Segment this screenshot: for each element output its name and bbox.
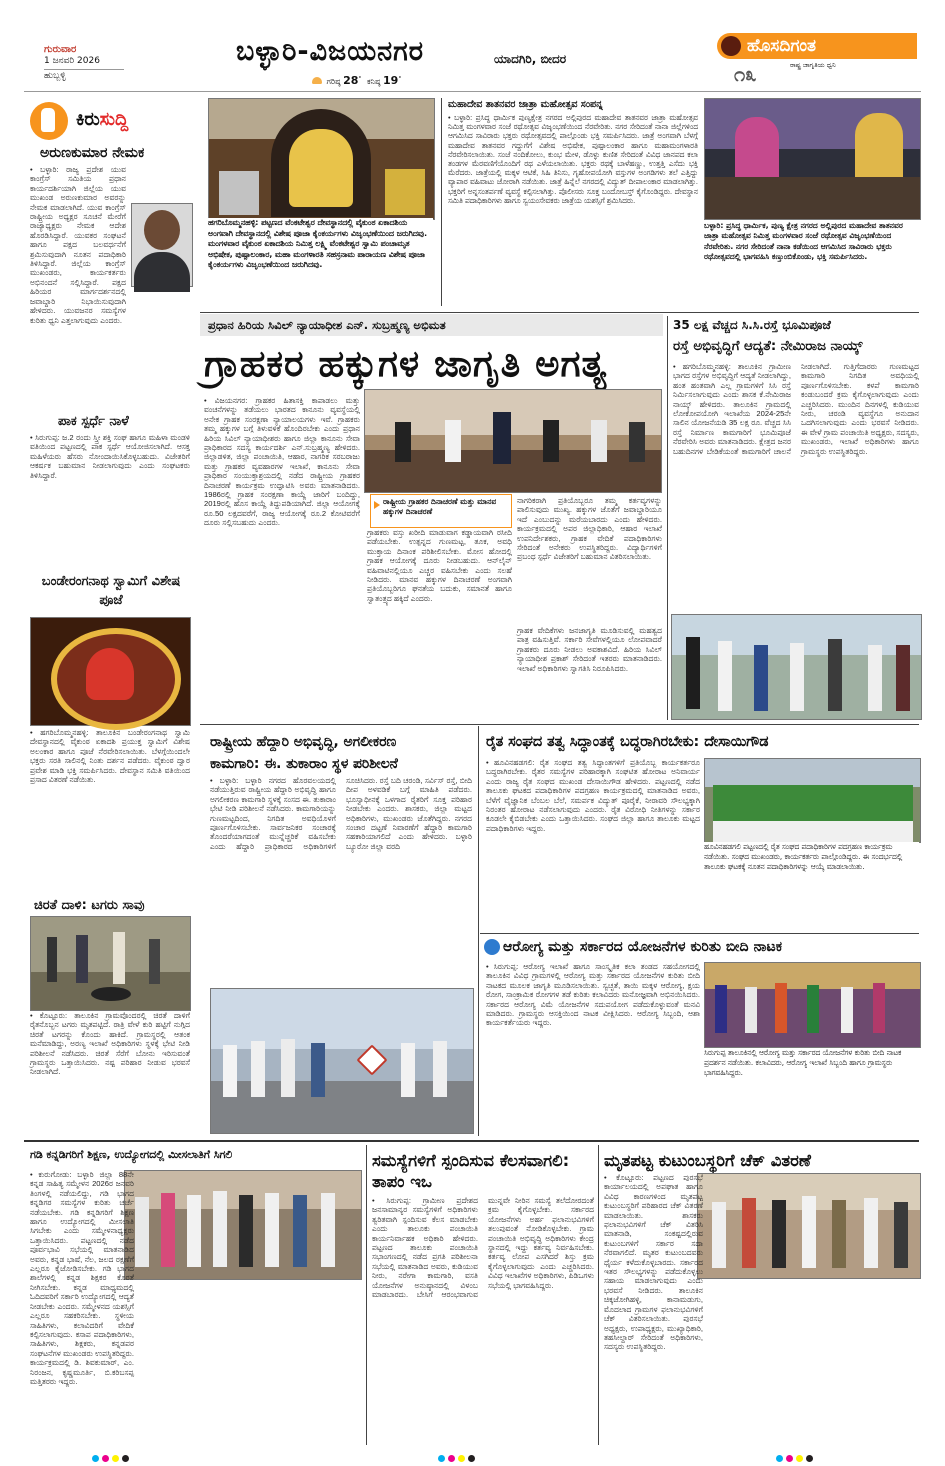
consumer-day-caption: ರಾಷ್ಟ್ರೀಯ ಗ್ರಾಹಕರ ದಿನಾಚರಣೆ ಮತ್ತು ಮಾನವ ಹಕ್ಕುಗಳ ದಿನಾಚರಣೆ: [383, 497, 497, 516]
page-number: ೧೩: [734, 62, 757, 86]
temple-photo-caption: ಹಗರಿಬೊಮ್ಮನಹಳ್ಳಿ: ಪಟ್ಟಣದ ವೆಂಕಟೇಶ್ವರ ದೇವಸ್ಥಾನದಲ್ಲಿ ವೈಕುಂಠ ಏಕಾದಶಿಯ ಅಂಗವಾಗಿ ದೇವಸ್ಥಾನದಲ್ಲಿ ವಿಶೇಷ ಪೂಜಾ ಕೈಂಕರ್ಯಗಳು ವಿಜೃಂಭಣೆಯಿಂದ ಜರುಗಿದವು. ಮಂಗಳವಾರ ವೈಕುಂಠ ಏಕಾದಶಿಯ ನಿಮಿತ್ತ ಲಕ್ಷ್ಮಿ ವೆಂಕಟೇಶ್ವರ ಸ್ವಾಮಿ ಪಂಚಾಮೃತ ಅಭಿಷೇಕ, ಪುಷ್ಪಾಲಂಕಾರ, ಮಹಾ ಮಂಗಳಾರತಿ ಸಹಸ್ರನಾಮ ಪಾರಾಯಣ ವಿಶೇಷ ಪೂಜಾ ಕೈಂಕರ್ಯಗಳು ವಿಜೃಂಭಣೆಯಿಂದ ಜರುಗಿದವು.: [208, 218, 433, 305]
raita-body: • ಹೂವಿನಹಡಗಲಿ: ರೈತ ಸಂಘದ ತತ್ವ ಸಿದ್ಧಾಂತಗಳಿಗೆ ಪ್ರತಿಯೊಬ್ಬ ಕಾರ್ಯಕರ್ತರೂ ಬದ್ಧರಾಗಿರಬೇಕು. ರೈತರ ಸಮಸ್ಯೆಗಳ ಪರಿಹಾರಕ್ಕಾಗಿ ಸಂಘಟಿತ ಹೋರಾಟ ಅನಿವಾರ್ಯ ಎಂದು ರಾಜ್ಯ ರೈತ ಸಂಘದ ಮುಖಂಡ ದೇಸಾಯಿಗೌಡ ಹೇಳಿದರು. ಪಟ್ಟಣದಲ್ಲಿ ನಡೆದ ತಾಲೂಕು ಘಟಕದ ಪದಾಧಿಕಾರಿಗಳ ಪದಗ್ರಹಣ ಕಾರ್ಯಕ್ರಮದಲ್ಲಿ ಮಾತನಾಡಿದ ಅವರು, ಬೆಳೆಗೆ ವೈಜ್ಞಾನಿಕ ಬೆಂಬಲ ಬೆಲೆ, ಸಮರ್ಪಕ ವಿದ್ಯುತ್ ಪೂರೈಕೆ, ನೀರಾವರಿ ಸೌಲಭ್ಯಕ್ಕಾಗಿ ನಿರಂತರ ಹೋರಾಟ ನಡೆಸಲಾಗುವುದು ಎಂದರು. ರೈತ ವಿರೋಧಿ ನೀತಿಗಳನ್ನು ಸರ್ಕಾರ ಕೂಡಲೇ ಕೈಬಿಡಬೇಕು ಎಂದು ಒತ್ತಾಯಿಸಿದರು. ಸಂಘದ ಜಿಲ್ಲಾ ಹಾಗೂ ತಾಲೂಕು ಮಟ್ಟದ ಪದಾಧಿಕಾರಿಗಳು ಇದ್ದರು.: [486, 758, 700, 833]
weather-min-label: ಕನಿಷ್ಠ: [366, 77, 381, 86]
lamp-icon: [721, 36, 741, 56]
paper-name: ಹೊಸದಿಗಂತ: [747, 36, 817, 56]
sidebar-s2-text: • ಸಿರುಗುಪ್ಪ: ಜ.2 ರಂದು ಸ್ತ್ರೀ ಶಕ್ತಿ ಸಂಘ ಹಾಗೂ ಮಹಿಳಾ ಮಂಡಳಿ ವತಿಯಿಂದ ಪಟ್ಟಣದಲ್ಲಿ ಪಾಕ ಸ್ಪರ್ಧೆ ಆಯೋಜಿಸಲಾಗಿದೆ. ಆಸಕ್ತ ಮಹಿಳೆಯರು ಹೆಸರು ನೋಂದಾಯಿಸಿಕೊಳ್ಳಬಹುದು. ವಿಜೇತರಿಗೆ ಆಕರ್ಷಕ ಬಹುಮಾನ ನೀಡಲಾಗುವುದು ಎಂದು ಸಂಘಟಕರು ತಿಳಿಸಿದ್ದಾರೆ.: [30, 433, 190, 480]
arogya-icon: [484, 939, 500, 955]
road-body: • ಹಗರಿಬೊಮ್ಮನಹಳ್ಳಿ: ತಾಲೂಕಿನ ಗ್ರಾಮೀಣ ಭಾಗದ ರಸ್ತೆಗಳ ಅಭಿವೃದ್ಧಿಗೆ ಆದ್ಯತೆ ನೀಡಲಾಗಿದ್ದು, ಹಂತ ಹಂತವಾಗಿ ಎಲ್ಲ ಗ್ರಾಮಗಳಿಗೆ ಸಿಸಿ ರಸ್ತೆ ನಿರ್ಮಿಸಲಾಗುವುದು ಎಂದು ಶಾಸಕ ಕೆ.ನೇಮಿರಾಜ ನಾಯ್ಕ್ ಹೇಳಿದರು. ತಾಲೂಕಿನ ಗ್ರಾಮದಲ್ಲಿ ಲೋಕೋಪಯೋಗಿ ಇಲಾಖೆಯ 2024-25ನೇ ಸಾಲಿನ ಯೋಜನೆಯಡಿ 35 ಲಕ್ಷ ರೂ. ವೆಚ್ಚದ ಸಿಸಿ ರಸ್ತೆ ನಿರ್ಮಾಣ ಕಾಮಗಾರಿಗೆ ಭೂಮಿಪೂಜೆ ನೆರವೇರಿಸಿ ಅವರು ಮಾತನಾಡಿದರು. ಕ್ಷೇತ್ರದ ಜನರ ಬಹುದಿನಗಳ ಬೇಡಿಕೆಯಂತೆ ಕಾಮಗಾರಿಗೆ ಚಾಲನೆ ನೀಡಲಾಗಿದೆ. ಗುತ್ತಿಗೆದಾರರು ಗುಣಮಟ್ಟದ ಕಾಮಗಾರಿ ನಿಗದಿತ ಅವಧಿಯಲ್ಲಿ ಪೂರ್ಣಗೊಳಿಸಬೇಕು. ಕಳಪೆ ಕಾಮಗಾರಿ ಕಂಡುಬಂದರೆ ಕ್ರಮ ಕೈಗೊಳ್ಳಲಾಗುವುದು ಎಂದು ಎಚ್ಚರಿಸಿದರು. ಮುಂದಿನ ದಿನಗಳಲ್ಲಿ ಕುಡಿಯುವ ನೀರು, ಚರಂಡಿ ವ್ಯವಸ್ಥೆಗೂ ಅನುದಾನ ಒದಗಿಸಲಾಗುವುದು ಎಂದು ಭರವಸೆ ನೀಡಿದರು. ಈ ವೇಳೆ ಗ್ರಾಮ ಪಂಚಾಯಿತಿ ಅಧ್ಯಕ್ಷರು, ಸದಸ್ಯರು, ಮುಖಂಡರು, ಇಲಾಖೆ ಅಧಿಕಾರಿಗಳು ಹಾಗೂ ಗ್ರಾಮಸ್ಥರು ಉಪಸ್ಥಿತರಿದ್ದರು.: [673, 362, 919, 456]
sub-districts: ಯಾದಗಿರಿ, ಬೀದರ: [494, 52, 567, 66]
top-vrule: [441, 98, 442, 306]
chariot-photo-caption: ಬಳ್ಳಾರಿ: ಪ್ರಸಿದ್ಧ ಧಾರ್ಮಿಕ, ಪುಣ್ಯ ಕ್ಷೇತ್ರ ನಗರದ ಅಲ್ಲಿಪುರದ ಮಹಾದೇವ ತಾತನವರ ಜಾತ್ರಾ ಮಹೋತ್ಸವ ನಿಮಿತ್ತ ಮಂಗಳವಾರ ಸಂಜೆ ರಥೋತ್ಸವ ವಿಜೃಂಭಣೆಯಿಂದ ನೆರವೇರಿತು. ನಗರ ಸೇರಿದಂತೆ ನಾನಾ ಕಡೆಯಿಂದ ಆಗಮಿಸಿದ ಸಾವಿರಾರು ಭಕ್ತರು ರಥೋತ್ಸವದಲ್ಲಿ ಭಾಗವಹಿಸಿ ಕಣ್ತುಂಬಿಕೊಂಡು, ಭಕ್ತಿ ಸಮರ್ಪಿಸಿದರು.: [704, 221, 919, 305]
arogya-headline: ಆರೋಗ್ಯ ಮತ್ತು ಸರ್ಕಾರದ ಯೋಜನೆಗಳ ಕುರಿತು ಬೀದಿ ನಾಟಕ: [503, 939, 783, 955]
sidebar-s1-text: • ಬಳ್ಳಾರಿ: ರಾಜ್ಯ ಪ್ರದೇಶ ಯುವ ಕಾಂಗ್ರೆಸ್ ಸಮಿತಿಯ ಪ್ರಧಾನ ಕಾರ್ಯದರ್ಶಿಯಾಗಿ ಜಿಲ್ಲೆಯ ಯುವ ಮುಖಂಡ ಅರುಣಕುಮಾರ ಅವರನ್ನು ನೇಮಕ ಮಾಡಲಾಗಿದೆ. ಯುವ ಕಾಂಗ್ರೆಸ್ ರಾಷ್ಟ್ರೀಯ ಅಧ್ಯಕ್ಷರ ಸೂಚನೆ ಮೇರೆಗೆ ರಾಜ್ಯಾಧ್ಯಕ್ಷರು ನೇಮಕ ಆದೇಶ ಹೊರಡಿಸಿದ್ದಾರೆ. ಯುವಕರ ಸಂಘಟನೆ ಹಾಗೂ ಪಕ್ಷದ ಬಲವರ್ಧನೆಗೆ ಶ್ರಮಿಸುವುದಾಗಿ ನೂತನ ಪದಾಧಿಕಾರಿ ತಿಳಿಸಿದ್ದಾರೆ. ಜಿಲ್ಲೆಯ ಕಾಂಗ್ರೆಸ್ ಮುಖಂಡರು, ಕಾರ್ಯಕರ್ತರು ಅಭಿನಂದನೆ ಸಲ್ಲಿಸಿದ್ದಾರೆ. ಪಕ್ಷದ ಹಿರಿಯರ ಮಾರ್ಗದರ್ಶನದಲ್ಲಿ ಜವಾಬ್ದಾರಿ ನಿಭಾಯಿಸುವುದಾಗಿ ಹೇಳಿದರು. ಯುವಜನರ ಸಮಸ್ಯೆಗಳ ಕುರಿತು ಧ್ವನಿ ಎತ್ತಲಾಗುವುದು ಎಂದರು.: [30, 165, 126, 325]
date-block: [44, 44, 124, 82]
main-col1: • ವಿಜಯನಗರ: ಗ್ರಾಹಕರ ಹಿತಾಸಕ್ತಿ ಕಾಪಾಡಲು ಮತ್ತು ವಂಚನೆಗಳನ್ನು ತಡೆಯಲು ಭಾರತದ ಕಾನೂನು ವ್ಯವಸ್ಥೆಯಲ್ಲಿ ಅನೇಕ ಗ್ರಾಹಕ ಸಂರಕ್ಷಣಾ ನ್ಯಾಯಾಲಯಗಳು ಇವೆ. ಗ್ರಾಹಕರು ತಮ್ಮ ಹಕ್ಕುಗಳ ಬಗ್ಗೆ ತಿಳುವಳಿಕೆ ಹೊಂದಿರಬೇಕು ಎಂದು ಪ್ರಧಾನ ಹಿರಿಯ ಸಿವಿಲ್ ನ್ಯಾಯಾಧೀಶರು ಹಾಗೂ ಜಿಲ್ಲಾ ಕಾನೂನು ಸೇವಾ ಪ್ರಾಧಿಕಾರದ ಸದಸ್ಯ ಕಾರ್ಯದರ್ಶಿ ಎನ್.ಸುಬ್ರಹ್ಮಣ್ಯ ಹೇಳಿದರು. ಜಿಲ್ಲಾಡಳಿತ, ಜಿಲ್ಲಾ ಪಂಚಾಯಿತಿ, ಆಹಾರ, ನಾಗರಿಕ ಸರಬರಾಜು ಮತ್ತು ಗ್ರಾಹಕರ ವ್ಯವಹಾರಗಳ ಇಲಾಖೆ, ಕಾನೂನು ಸೇವಾ ಪ್ರಾಧಿಕಾರ ಸಂಯುಕ್ತಾಶ್ರಯದಲ್ಲಿ ನಡೆದ ರಾಷ್ಟ್ರೀಯ ಗ್ರಾಹಕರ ದಿನಾಚರಣೆ ಕಾರ್ಯಕ್ರಮ ಉದ್ಘಾಟಿಸಿ ಅವರು ಮಾತನಾಡಿದರು. 1986ರಲ್ಲಿ ಗ್ರಾಹಕ ಸಂರಕ್ಷಣಾ ಕಾಯ್ದೆ ಜಾರಿಗೆ ಬಂದಿದ್ದು, 2019ರಲ್ಲಿ ಹೊಸ ಕಾಯ್ದೆ ತಿದ್ದುಪಡಿಯಾಗಿದೆ. ಜಿಲ್ಲಾ ಆಯೋಗಕ್ಕೆ ರೂ.50 ಲಕ್ಷದವರೆಗೆ, ರಾಜ್ಯ ಆಯೋಗಕ್ಕೆ ರೂ.2 ಕೋಟಿವರೆಗೆ ದೂರು ಸಲ್ಲಿಸಬಹುದು ಎಂದರು.: [204, 396, 360, 528]
bottom-vrule-1: [366, 1145, 367, 1445]
sidebar-s1-text-cont: [30, 292, 190, 332]
caption-arrow-icon: [374, 501, 380, 509]
sidebar-s3-title: ಬಂಡೇರಂಗನಾಥ ಸ್ವಾಮಿಗೆ ವಿಶೇಷ ಪೂಜೆ: [41, 574, 181, 608]
section-title-2: ಸುದ್ದಿ: [99, 109, 129, 130]
edition-title: ಬಳ್ಳಾರಿ-ವಿಜಯನಗರ: [236, 36, 425, 67]
highway-body: • ಬಳ್ಳಾರಿ: ಬಳ್ಳಾರಿ ನಗರದ ಹೊರವಲಯದಲ್ಲಿ ನಡೆಯುತ್ತಿರುವ ರಾಷ್ಟ್ರೀಯ ಹೆದ್ದಾರಿ ಅಭಿವೃದ್ಧಿ ಹಾಗೂ ಅಗಲೀಕರಣ ಕಾಮಗಾರಿ ಸ್ಥಳಕ್ಕೆ ಸಂಸದ ಈ. ತುಕಾರಾಂ ಭೇಟಿ ನೀಡಿ ಪರಿಶೀಲನೆ ನಡೆಸಿದರು. ಕಾಮಗಾರಿಯನ್ನು ಗುಣಮಟ್ಟದಿಂದ, ನಿಗದಿತ ಅವಧಿಯೊಳಗೆ ಪೂರ್ಣಗೊಳಿಸಬೇಕು. ಸಾರ್ವಜನಿಕರ ಸಂಚಾರಕ್ಕೆ ತೊಂದರೆಯಾಗದಂತೆ ಮುನ್ನೆಚ್ಚರಿಕೆ ವಹಿಸಬೇಕು ಎಂದು ಹೆದ್ದಾರಿ ಪ್ರಾಧಿಕಾರದ ಅಧಿಕಾರಿಗಳಿಗೆ ಸೂಚಿಸಿದರು. ರಸ್ತೆ ಬದಿ ಚರಂಡಿ, ಸರ್ವಿಸ್ ರಸ್ತೆ, ಬೀದಿ ದೀಪ ಅಳವಡಿಕೆ ಬಗ್ಗೆ ಮಾಹಿತಿ ಪಡೆದರು. ಭೂಸ್ವಾಧೀನಕ್ಕೆ ಒಳಗಾದ ರೈತರಿಗೆ ಸೂಕ್ತ ಪರಿಹಾರ ನೀಡಬೇಕು ಎಂದರು. ಶಾಸಕರು, ಜಿಲ್ಲಾ ಮಟ್ಟದ ಅಧಿಕಾರಿಗಳು, ಮುಖಂಡರು ಜೊತೆಗಿದ್ದರು. ನಗರದ ಸಂಚಾರ ದಟ್ಟಣೆ ನಿವಾರಣೆಗೆ ಹೆದ್ದಾರಿ ಕಾಮಗಾರಿ ಸಹಕಾರಿಯಾಗಲಿದೆ ಎಂದು ಹೇಳಿದರು. ಬಳ್ಳಾರಿ ಬ್ಯೂರೋ ಜಿಲ್ಲಾ ವರದಿ: [210, 776, 472, 851]
jatre-title: ಮಹಾದೇವ ತಾತನವರ ಜಾತ್ರಾ ಮಹೋತ್ಸವ ಸಂಪನ್ನ: [448, 99, 603, 110]
jatre-text: • ಬಳ್ಳಾರಿ: ಪ್ರಸಿದ್ಧ ಧಾರ್ಮಿಕ ಪುಣ್ಯಕ್ಷೇತ್ರ ನಗರದ ಅಲ್ಲಿಪುರದ ಮಹಾದೇವ ತಾತನವರ ಜಾತ್ರಾ ಮಹೋತ್ಸವ ನಿಮಿತ್ತ ಮಂಗಳವಾರ ಸಂಜೆ ರಥೋತ್ಸವ ವಿಜೃಂಭಣೆಯಿಂದ ನೆರವೇರಿತು. ನಗರ ಸೇರಿದಂತೆ ನಾನಾ ಜಿಲ್ಲೆಗಳಿಂದ ಆಗಮಿಸಿದ ಸಾವಿರಾರು ಭಕ್ತರು ರಥೋತ್ಸವದಲ್ಲಿ ಪಾಲ್ಗೊಂಡು ಭಕ್ತಿ ಸಮರ್ಪಿಸಿದರು. ಜಾತ್ರೆ ಅಂಗವಾಗಿ ಬೆಳಗ್ಗೆ ಮಹಾದೇವ ತಾತನವರ ಗದ್ದುಗೆಗೆ ವಿಶೇಷ ಅಭಿಷೇಕ, ಪುಷ್ಪಾಲಂಕಾರ ಹಾಗೂ ಮಹಾಮಂಗಳಾರತಿ ನೆರವೇರಿಸಲಾಯಿತು. ಸಂಜೆ ನಂದಿಕೋಲು, ಕುಂಭ ಮೇಳ, ಡೊಳ್ಳು ಕುಣಿತ ಸೇರಿದಂತೆ ವಿವಿಧ ಜಾನಪದ ಕಲಾ ತಂಡಗಳ ಮೆರವಣಿಗೆಯೊಂದಿಗೆ ರಥ ಎಳೆಯಲಾಯಿತು. ಭಕ್ತರು ರಥಕ್ಕೆ ಬಾಳೆಹಣ್ಣು, ಉತ್ತತ್ತಿ ಎಸೆದು ಭಕ್ತಿ ಮೆರೆದರು. ಜಾತ್ರೆಯಲ್ಲಿ ಮಕ್ಕಳ ಆಟಿಕೆ, ಸಿಹಿ ತಿನಿಸು, ಗೃಹೋಪಯೋಗಿ ವಸ್ತುಗಳ ಅಂಗಡಿಗಳು ತಲೆ ಎತ್ತಿದ್ದು ವ್ಯಾಪಾರ ವಹಿವಾಟು ಜೋರಾಗಿ ನಡೆಯಿತು. ಜಾತ್ರೆ ಹಿನ್ನೆಲೆ ನಗರದಲ್ಲಿ ವಿದ್ಯುತ್ ದೀಪಾಲಂಕಾರ ಮಾಡಲಾಗಿತ್ತು. ಭಕ್ತರಿಗೆ ಅನ್ನಸಂತರ್ಪಣೆ ವ್ಯವಸ್ಥೆ ಕಲ್ಪಿಸಲಾಗಿತ್ತು. ಪೊಲೀಸರು ಸೂಕ್ತ ಬಂದೋಬಸ್ತ್ ಕೈಗೊಂಡಿದ್ದರು. ದೇವಸ್ಥಾನ ಸಮಿತಿ ಪದಾಧಿಕಾರಿಗಳು ಹಾಗೂ ಸ್ವಯಂಸೇವಕರು ಜಾತ್ರೆಯ ಯಶಸ್ಸಿಗೆ ಶ್ರಮಿಸಿದರು.: [448, 113, 698, 205]
arogya-body: • ಸಿರುಗುಪ್ಪ: ಆರೋಗ್ಯ ಇಲಾಖೆ ಹಾಗೂ ಸಾಂಸ್ಕೃತಿಕ ಕಲಾ ತಂಡದ ಸಹಯೋಗದಲ್ಲಿ ತಾಲೂಕಿನ ವಿವಿಧ ಗ್ರಾಮಗಳಲ್ಲಿ ಆರೋಗ್ಯ ಮತ್ತು ಸರ್ಕಾರದ ಯೋಜನೆಗಳ ಕುರಿತು ಬೀದಿ ನಾಟಕದ ಮೂಲಕ ಜಾಗೃತಿ ಮೂಡಿಸಲಾಯಿತು. ಸ್ವಚ್ಛತೆ, ತಾಯಿ ಮಕ್ಕಳ ಆರೋಗ್ಯ, ಕ್ಷಯ ರೋಗ, ಸಾಂಕ್ರಾಮಿಕ ರೋಗಗಳ ತಡೆ ಕುರಿತು ಕಲಾವಿದರು ಮನೋಜ್ಞವಾಗಿ ಅಭಿನಯಿಸಿದರು. ಸರ್ಕಾರದ ಆರೋಗ್ಯ ವಿಮೆ ಯೋಜನೆಗಳ ಸದುಪಯೋಗ ಪಡೆದುಕೊಳ್ಳುವಂತೆ ಮನವಿ ಮಾಡಿದರು. ಗ್ರಾಮಸ್ಥರು ಆಸಕ್ತಿಯಿಂದ ನಾಟಕ ವೀಕ್ಷಿಸಿದರು. ಆರೋಗ್ಯ ಸಿಬ್ಬಂದಿ, ಆಶಾ ಕಾರ್ಯಕರ್ತೆಯರು ಇದ್ದರು.: [486, 962, 700, 1028]
road-headline-1: 35 ಲಕ್ಷ ವೆಚ್ಚದ ಸಿ.ಸಿ.ರಸ್ತೆ ಭೂಮಿಪೂಜೆ: [673, 318, 831, 332]
main-col2: ಗ್ರಾಹಕರು ವಸ್ತು ಖರೀದಿ ಮಾಡುವಾಗ ಕಡ್ಡಾಯವಾಗಿ ರಸೀದಿ ಪಡೆಯಬೇಕು. ಉತ್ಪನ್ನದ ಗುಣಮಟ್ಟ, ತೂಕ, ಅವಧಿ ಮುಕ್ತಾಯ ದಿನಾಂಕ ಪರಿಶೀಲಿಸಬೇಕು. ಮೋಸ ಹೋದಲ್ಲಿ ಗ್ರಾಹಕ ಆಯೋಗಕ್ಕೆ ದೂರು ನೀಡಬಹುದು. ಆನ್‌ಲೈನ್ ವಹಿವಾಟಿನಲ್ಲಿಯೂ ಎಚ್ಚರ ವಹಿಸಬೇಕು ಎಂದು ಸಲಹೆ ನೀಡಿದರು. ಮಾನವ ಹಕ್ಕುಗಳ ದಿನಾಚರಣೆ ಅಂಗವಾಗಿ ಪ್ರತಿಯೊಬ್ಬರಿಗೂ ಘನತೆಯ ಬದುಕು, ಸಮಾನತೆ ಹಾಗೂ ಸ್ವಾತಂತ್ರ್ಯದ ಹಕ್ಕಿದೆ ಎಂದರು.: [367, 528, 512, 603]
avatar: [131, 203, 193, 287]
border-kannada-body: • ಕುರುಗೋಡು: ಬಳ್ಳಾರಿ ಜಿಲ್ಲಾ 88ನೇ ಕನ್ನಡ ಸಾಹಿತ್ಯ ಸಮ್ಮೇಳನ 2026ರ ಜನವರಿ ತಿಂಗಳಲ್ಲಿ ನಡೆಯಲಿದ್ದು, ಗಡಿ ಭಾಗದ ಕನ್ನಡಿಗರ ಸಮಸ್ಯೆಗಳ ಕುರಿತು ಚರ್ಚೆ ನಡೆಯಬೇಕು. ಗಡಿ ಕನ್ನಡಿಗರಿಗೆ ಶಿಕ್ಷಣ ಹಾಗೂ ಉದ್ಯೋಗದಲ್ಲಿ ಮೀಸಲಾತಿ ಸಿಗಬೇಕು ಎಂದು ಸಮ್ಮೇಳನಾಧ್ಯಕ್ಷರು ಒತ್ತಾಯಿಸಿದರು. ಪಟ್ಟಣದಲ್ಲಿ ನಡೆದ ಪೂರ್ವಭಾವಿ ಸಭೆಯಲ್ಲಿ ಮಾತನಾಡಿದ ಅವರು, ಕನ್ನಡ ಭಾಷೆ, ನೆಲ, ಜಲದ ರಕ್ಷಣೆಗೆ ಎಲ್ಲರೂ ಕೈಜೋಡಿಸಬೇಕು. ಗಡಿ ಭಾಗದ ಶಾಲೆಗಳಲ್ಲಿ ಕನ್ನಡ ಶಿಕ್ಷಕರ ಕೊರತೆ ನೀಗಿಸಬೇಕು. ಕನ್ನಡ ಮಾಧ್ಯಮದಲ್ಲಿ ಓದಿದವರಿಗೆ ಸರ್ಕಾರಿ ಉದ್ಯೋಗದಲ್ಲಿ ಆದ್ಯತೆ ನೀಡಬೇಕು ಎಂದರು. ಸಮ್ಮೇಳನದ ಯಶಸ್ಸಿಗೆ ಎಲ್ಲರೂ ಸಹಕರಿಸಬೇಕು. ಸ್ಥಳೀಯ ಸಾಹಿತಿಗಳು, ಕಲಾವಿದರಿಗೆ ವೇದಿಕೆ ಕಲ್ಪಿಸಲಾಗುವುದು. ಕಸಾಪ ಪದಾಧಿಕಾರಿಗಳು, ಸಾಹಿತಿಗಳು, ಶಿಕ್ಷಕರು, ಕನ್ನಡಪರ ಸಂಘಟನೆಗಳ ಮುಖಂಡರು ಉಪಸ್ಥಿತರಿದ್ದರು. ಕಾರ್ಯಕ್ರಮದಲ್ಲಿ ಡಿ. ಶಿವಕುಮಾರ್, ಎಂ. ನಿರಂಜನ, ಕೃಷ್ಣಮೂರ್ತಿ, ಬಿ.ಕರಿಬಸಪ್ಪ ಮತ್ತಿತರರು ಇದ್ದರು.: [30, 1170, 134, 1386]
consumer-day-photo: [364, 389, 662, 493]
consumer-day-caption-box: [370, 494, 512, 528]
hand-icon: [41, 108, 55, 132]
top-hrule: [200, 312, 919, 313]
sidebar-s3-text: • ಹಗರಿಬೊಮ್ಮನಹಳ್ಳಿ: ತಾಲೂಕಿನ ಬಂಡೇರಂಗನಾಥ ಸ್ವಾಮಿ ದೇವಸ್ಥಾನದಲ್ಲಿ ವೈಕುಂಠ ಏಕಾದಶಿ ಪ್ರಯುಕ್ತ ಸ್ವಾಮಿಗೆ ವಿಶೇಷ ಅಲಂಕಾರ ಹಾಗೂ ಪೂಜೆ ನೆರವೇರಿಸಲಾಯಿತು. ಬೆಳಗ್ಗೆಯಿಂದಲೇ ಭಕ್ತರು ಸರತಿ ಸಾಲಿನಲ್ಲಿ ನಿಂತು ದರ್ಶನ ಪಡೆದರು. ವೈಕುಂಠ ದ್ವಾರ ಪ್ರವೇಶ ಮಾಡಿ ಭಕ್ತಿ ಸಮರ್ಪಿಸಿದರು. ದೇವಸ್ಥಾನ ಸಮಿತಿ ವತಿಯಿಂದ ಪ್ರಸಾದ ವಿತರಣೆ ನಡೆಯಿತು.: [30, 728, 190, 785]
leopard-attack-photo: [30, 916, 191, 1011]
samasye-headline: ಸಮಸ್ಯೆಗಳಿಗೆ ಸ್ಪಂದಿಸುವ ಕೆಲಸವಾಗಲಿ: ತಾಪಂ ಇಒ: [372, 1151, 570, 1191]
main-col3: ನಾಗರಿಕರಾಗಿ ಪ್ರತಿಯೊಬ್ಬರೂ ತಮ್ಮ ಕರ್ತವ್ಯಗಳನ್ನು ಪಾಲಿಸುವುದು ಮುಖ್ಯ. ಹಕ್ಕುಗಳ ಜೊತೆಗೆ ಜವಾಬ್ದಾರಿಯೂ ಇದೆ ಎಂಬುದನ್ನು ಮರೆಯಬಾರದು ಎಂದು ಹೇಳಿದರು. ಕಾರ್ಯಕ್ರಮದಲ್ಲಿ ಅಪರ ಜಿಲ್ಲಾಧಿಕಾರಿ, ಆಹಾರ ಇಲಾಖೆ ಉಪನಿರ್ದೇಶಕರು, ಗ್ರಾಹಕ ವೇದಿಕೆ ಪದಾಧಿಕಾರಿಗಳು ಸೇರಿದಂತೆ ಅನೇಕರು ಉಪಸ್ಥಿತರಿದ್ದರು. ವಿದ್ಯಾರ್ಥಿಗಳಿಗೆ ಪ್ರಬಂಧ ಸ್ಪರ್ಧೆ ವಿಜೇತರಿಗೆ ಬಹುಮಾನ ವಿತರಿಸಲಾಯಿತು.: [517, 496, 662, 562]
masthead-rule: [24, 91, 921, 92]
highway-headline-2: ಕಾಮಗಾರಿ: ಈ. ತುಕಾರಾಂ ಸ್ಥಳ ಪರಿಶೀಲನೆ: [210, 756, 398, 772]
highway-inspection-photo: [210, 988, 474, 1134]
registration-marks-left: [92, 1447, 182, 1455]
masthead: [0, 0, 945, 92]
samasye-body: • ಸಿರುಗುಪ್ಪ: ಗ್ರಾಮೀಣ ಪ್ರದೇಶದ ಜನಸಾಮಾನ್ಯರ ಸಮಸ್ಯೆಗಳಿಗೆ ಅಧಿಕಾರಿಗಳು ತ್ವರಿತವಾಗಿ ಸ್ಪಂದಿಸುವ ಕೆಲಸ ಮಾಡಬೇಕು ಎಂದು ತಾಲೂಕು ಪಂಚಾಯಿತಿ ಕಾರ್ಯನಿರ್ವಾಹಕ ಅಧಿಕಾರಿ ಹೇಳಿದರು. ಪಟ್ಟಣದ ತಾಲೂಕು ಪಂಚಾಯಿತಿ ಸಭಾಂಗಣದಲ್ಲಿ ನಡೆದ ಪ್ರಗತಿ ಪರಿಶೀಲನಾ ಸಭೆಯಲ್ಲಿ ಮಾತನಾಡಿದ ಅವರು, ಕುಡಿಯುವ ನೀರು, ನರೇಗಾ ಕಾಮಗಾರಿ, ವಸತಿ ಯೋಜನೆಗಳ ಅನುಷ್ಠಾನದಲ್ಲಿ ವಿಳಂಬ ಮಾಡಬಾರದು. ಬೇಸಿಗೆ ಆರಂಭವಾಗುವ ಮುನ್ನವೇ ನೀರಿನ ಸಮಸ್ಯೆ ತಲೆದೋರದಂತೆ ಕ್ರಮ ಕೈಗೊಳ್ಳಬೇಕು. ಸರ್ಕಾರದ ಯೋಜನೆಗಳು ಅರ್ಹ ಫಲಾನುಭವಿಗಳಿಗೆ ತಲುಪುವಂತೆ ನೋಡಿಕೊಳ್ಳಬೇಕು. ಗ್ರಾಮ ಪಂಚಾಯಿತಿ ಅಭಿವೃದ್ಧಿ ಅಧಿಕಾರಿಗಳು ಕೇಂದ್ರ ಸ್ಥಾನದಲ್ಲಿ ಇದ್ದು ಕರ್ತವ್ಯ ನಿರ್ವಹಿಸಬೇಕು. ಕರ್ತವ್ಯ ಲೋಪ ಎಸಗಿದರೆ ಶಿಸ್ತು ಕ್ರಮ ಕೈಗೊಳ್ಳಲಾಗುವುದು ಎಂದು ಎಚ್ಚರಿಸಿದರು. ವಿವಿಧ ಇಲಾಖೆಗಳ ಅಧಿಕಾರಿಗಳು, ಪಿಡಿಒಗಳು ಸಭೆಯಲ್ಲಿ ಭಾಗವಹಿಸಿದ್ದರು.: [372, 1196, 594, 1300]
tagline: ರಾಷ್ಟ್ರ ಜಾಗೃತಿಯ ಧ್ವನಿ: [790, 61, 836, 69]
paper-logo: [717, 33, 917, 59]
deity-photo: [30, 617, 191, 726]
main-vrule: [667, 316, 668, 720]
registration-marks-right: [776, 1447, 866, 1455]
registration-marks-center: [438, 1447, 528, 1455]
masthead-city: ಹುಬ್ಬಳ್ಳಿ: [44, 69, 124, 82]
masthead-day: ಗುರುವಾರ: [44, 44, 77, 55]
kirusuddi-header: [30, 100, 185, 144]
raita-headline: ರೈತ ಸಂಘದ ತತ್ವ ಸಿದ್ಧಾಂತಕ್ಕೆ ಬದ್ಧರಾಗಿರಬೇಕು: ದೇಸಾಯಿಗೌಡ: [486, 734, 769, 750]
main-headline: ಗ್ರಾಹಕರ ಹಕ್ಕುಗಳ ಜಾಗೃತಿ ಅಗತ್ಯ: [204, 342, 608, 385]
raita-photo-caption: ಹೂವಿನಹಡಗಲಿ ಪಟ್ಟಣದಲ್ಲಿ ರೈತ ಸಂಘದ ಪದಾಧಿಕಾರಿಗಳ ಪದಗ್ರಹಣ ಕಾರ್ಯಕ್ರಮ ನಡೆಯಿತು. ಸಂಘದ ಮುಖಂಡರು, ಕಾರ್ಯಕರ್ತರು ಪಾಲ್ಗೊಂಡಿದ್ದರು. ಈ ಸಂದರ್ಭದಲ್ಲಿ ತಾಲೂಕು ಘಟಕಕ್ಕೆ ನೂತನ ಪದಾಧಿಕಾರಿಗಳನ್ನು ಆಯ್ಕೆ ಮಾಡಲಾಯಿತು.: [704, 842, 919, 894]
main-kicker: ಪ್ರಧಾನ ಹಿರಿಯ ಸಿವಿಲ್ ನ್ಯಾಯಾಧೀಶ ಎನ್. ಸುಬ್ರಹ್ಮಣ್ಯ ಅಭಿಮತ: [208, 318, 446, 332]
masthead-date: 1 ಜನವರಿ 2026: [44, 56, 100, 66]
weather-max-label: ಗರಿಷ್ಠ: [326, 77, 341, 86]
weather: ಗರಿಷ್ಠ 28° ಕನಿಷ್ಠ 19°: [312, 74, 432, 90]
sidebar-s4-title: ಚಿರತೆ ದಾಳಿ: ಟಗರು ಸಾವು: [34, 898, 145, 913]
mid-hrule: [200, 724, 919, 725]
road-bhoomipuja-photo: [671, 614, 922, 720]
border-kannada-headline: ಗಡಿ ಕನ್ನಡಿಗರಿಗೆ ಶಿಕ್ಷಣ, ಉದ್ಯೋಗದಲ್ಲಿ ಮೀಸಲಾತಿಗೆ ಸಿಗಲಿ: [30, 1148, 233, 1161]
bottom-vrule-2: [598, 1145, 599, 1445]
weather-max: 28: [343, 74, 359, 87]
chariot-photo: [704, 98, 921, 220]
main-kicker-band: [200, 314, 663, 336]
arogya-hrule: [480, 933, 919, 934]
weather-icon: [312, 77, 322, 84]
bottom-hrule: [24, 1140, 919, 1142]
main-col4: ಗ್ರಾಹಕ ವೇದಿಕೆಗಳು ಜನಜಾಗೃತಿ ಮೂಡಿಸುವಲ್ಲಿ ಮಹತ್ವದ ಪಾತ್ರ ವಹಿಸುತ್ತಿವೆ. ಸರ್ಕಾರಿ ಸೇವೆಗಳಲ್ಲಿಯೂ ಲೋಪವಾದರೆ ಗ್ರಾಹಕರು ದೂರು ನೀಡಲು ಅವಕಾಶವಿದೆ. ಹಿರಿಯ ಸಿವಿಲ್ ನ್ಯಾಯಾಧೀಶ ಪ್ರಕಾಶ್ ಸೇರಿದಂತೆ ಇತರರು ಮಾತನಾಡಿದರು. ಇಲಾಖೆ ಅಧಿಕಾರಿಗಳು ಸ್ವಾಗತಿಸಿ ನಿರೂಪಿಸಿದರು.: [517, 626, 662, 673]
sidebar-s4-text: • ಕೊಟ್ಟೂರು: ತಾಲೂಕಿನ ಗ್ರಾಮವೊಂದರಲ್ಲಿ ಚಿರತೆ ದಾಳಿಗೆ ರೈತನೊಬ್ಬನ ಟಗರು ಮೃತಪಟ್ಟಿದೆ. ರಾತ್ರಿ ವೇಳೆ ಕುರಿ ಹಟ್ಟಿಗೆ ನುಗ್ಗಿದ ಚಿರತೆ ಟಗರನ್ನು ಕೊಂದು ಹಾಕಿದೆ. ಗ್ರಾಮಸ್ಥರಲ್ಲಿ ಆತಂಕ ಮನೆಮಾಡಿದ್ದು, ಅರಣ್ಯ ಇಲಾಖೆ ಅಧಿಕಾರಿಗಳು ಸ್ಥಳಕ್ಕೆ ಭೇಟಿ ನೀಡಿ ಪರಿಶೀಲನೆ ನಡೆಸಿದರು. ಚಿರತೆ ಸೆರೆಗೆ ಬೋನು ಇರಿಸುವಂತೆ ಗ್ರಾಮಸ್ಥರು ಒತ್ತಾಯಿಸಿದರು. ನಷ್ಟ ಪರಿಹಾರ ನೀಡುವ ಭರವಸೆ ನೀಡಲಾಗಿದೆ.: [30, 1011, 190, 1077]
highway-headline-1: ರಾಷ್ಟ್ರೀಯ ಹೆದ್ದಾರಿ ಅಭಿವೃದ್ಧಿ, ಅಗಲೀಕರಣ: [210, 734, 397, 750]
weather-min: 19: [383, 74, 399, 87]
section-title-1: ಕಿರು: [76, 109, 100, 130]
sidebar-s2-title: ಪಾಕ ಸ್ಪರ್ಧೆ ನಾಳೆ: [58, 414, 129, 429]
road-headline-2: ರಸ್ತೆ ಅಭಿವೃದ್ಧಿಗೆ ಆದ್ಯತೆ: ನೇಮಿರಾಜ ನಾಯ್ಕ್: [673, 339, 863, 354]
sidebar-s1-title: ಅರುಣಕುಮಾರ ನೇಮಕ: [40, 145, 145, 161]
mid-vrule: [478, 726, 479, 1136]
temple-photo: [208, 98, 435, 220]
cheque-body: • ಕೊಟ್ಟೂರು: ಪಟ್ಟಣದ ಪುರಸಭೆ ಕಾರ್ಯಾಲಯದಲ್ಲಿ ಅಪಘಾತ ಹಾಗೂ ವಿವಿಧ ಕಾರಣಗಳಿಂದ ಮೃತಪಟ್ಟ ಕುಟುಂಬಸ್ಥರಿಗೆ ಪರಿಹಾರದ ಚೆಕ್ ವಿತರಣೆ ಮಾಡಲಾಯಿತು. ಶಾಸಕರು ಫಲಾನುಭವಿಗಳಿಗೆ ಚೆಕ್ ವಿತರಿಸಿ ಮಾತನಾಡಿ, ಸಂಕಷ್ಟದಲ್ಲಿರುವ ಕುಟುಂಬಗಳಿಗೆ ಸರ್ಕಾರ ಸದಾ ನೆರವಾಗಲಿದೆ. ಮೃತರ ಕುಟುಂಬದವರು ಧೈರ್ಯ ಕಳೆದುಕೊಳ್ಳಬಾರದು. ಸರ್ಕಾರದ ಇತರ ಸೌಲಭ್ಯಗಳನ್ನು ಪಡೆದುಕೊಳ್ಳಲು ಸಹಾಯ ಮಾಡಲಾಗುವುದು ಎಂದು ಭರವಸೆ ನೀಡಿದರು. ತಾಲೂಕಿನ ಚಿಕ್ಕಜೋಗಿಹಳ್ಳಿ, ಕಾನಾಮಡುಗು, ಮೊದಲಾದ ಗ್ರಾಮಗಳ ಫಲಾನುಭವಿಗಳಿಗೆ ಚೆಕ್ ವಿತರಿಸಲಾಯಿತು. ಪುರಸಭೆ ಅಧ್ಯಕ್ಷರು, ಉಪಾಧ್ಯಕ್ಷರು, ಮುಖ್ಯಾಧಿಕಾರಿ, ತಹಸೀಲ್ದಾರ್ ಸೇರಿದಂತೆ ಅಧಿಕಾರಿಗಳು, ಸದಸ್ಯರು ಉಪಸ್ಥಿತರಿದ್ದರು.: [604, 1173, 703, 1352]
street-play-photo: [704, 962, 921, 1048]
street-play-caption: ಸಿರುಗುಪ್ಪ ತಾಲೂಕಿನಲ್ಲಿ ಆರೋಗ್ಯ ಮತ್ತು ಸರ್ಕಾರದ ಯೋಜನೆಗಳ ಕುರಿತು ಬೀದಿ ನಾಟಕ ಪ್ರದರ್ಶನ ನಡೆಯಿತು. ಕಲಾವಿದರು, ಆರೋಗ್ಯ ಇಲಾಖೆ ಸಿಬ್ಬಂದಿ ಹಾಗೂ ಗ್ರಾಮಸ್ಥರು ಭಾಗವಹಿಸಿದ್ದರು.: [704, 1048, 919, 1132]
raita-sangha-photo: [704, 758, 921, 843]
cheque-headline: ಮೃತಪಟ್ಟ ಕುಟುಂಬಸ್ಥರಿಗೆ ಚೆಕ್ ವಿತರಣೆ: [604, 1151, 811, 1170]
